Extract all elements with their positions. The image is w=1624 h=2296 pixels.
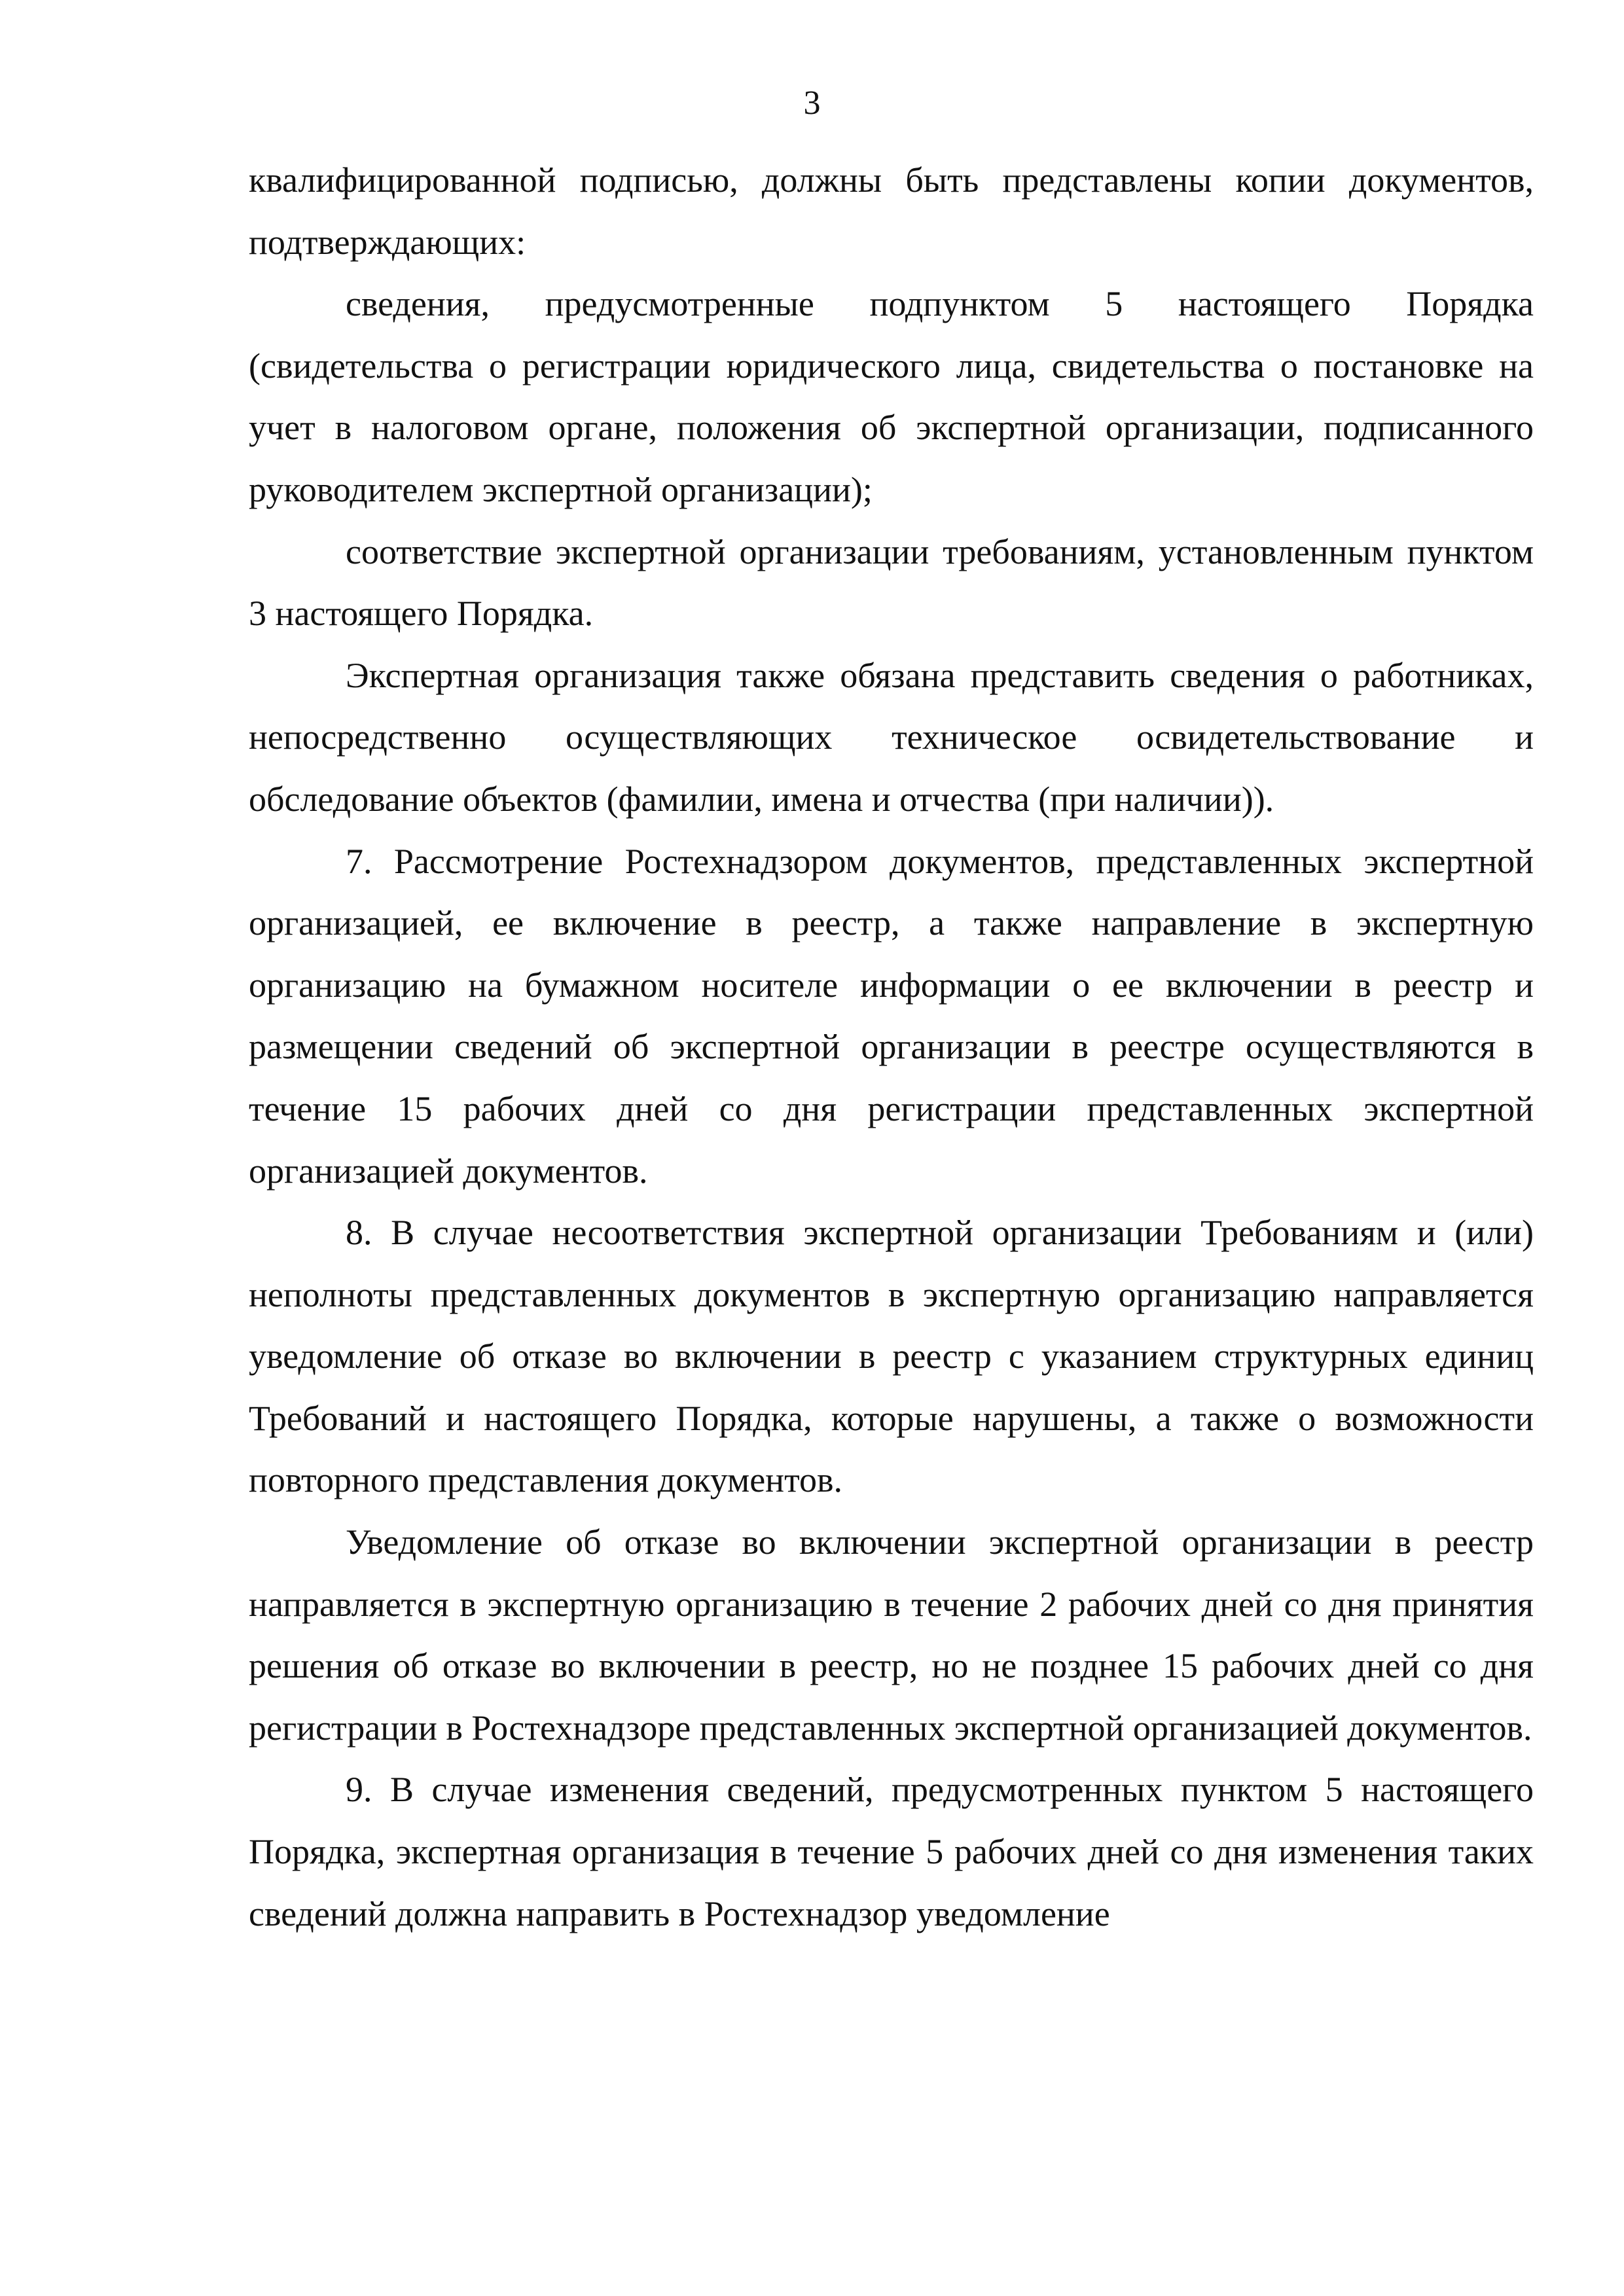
- paragraph-item-8: 8. В случае несоответствия экспертной организации Требованиям и (или) неполноты представленных документов в экспертную организацию направляется уведомление об отказе во включении в реестр с указанием структурных единиц Требований и настоящего Порядка, которые нарушены, а также о возможности повторного представления документов.: [249, 1213, 1534, 1500]
- paragraph-employees-info: Экспертная организация также обязана представить сведения о работниках, непосредственно осуществляющих техническое освидетельствование и обследование объектов (фамилии, имена и отчества (при наличии)).: [249, 655, 1534, 819]
- paragraph-item-7: 7. Рассмотрение Ростехнадзором документов, представленных экспертной организацией, ее включение в реестр, а также направление в экспертную организацию на бумажном носителе информации о ее включении в реестр и размещении сведений об экспертной организации в реестре осуществляются в течение 15 рабочих дней со дня регистрации представленных экспертной организацией документов.: [249, 841, 1534, 1191]
- paragraph-refusal-notice: Уведомление об отказе во включении экспертной организации в реестр направляется в экспертную организацию в течение 2 рабочих дней со дня принятия решения об отказе во включении в реестр, но не позднее 15 рабочих дней со дня регистрации в Ростехнадзоре представленных экспертной организацией документов.: [249, 1522, 1534, 1748]
- page-number: 3: [803, 84, 821, 122]
- paragraph-info-items: сведения, предусмотренные подпунктом 5 настоящего Порядка (свидетельства о регистрации юридического лица, свидетельства о постановке на учет в налоговом органе, положения об экспертной организации, подписанного руководителем экспертной организации);: [249, 284, 1534, 509]
- paragraph-continuation: квалифицированной подписью, должны быть представлены копии документов, подтверждающих:: [249, 160, 1534, 262]
- paragraph-item-9: 9. В случае изменения сведений, предусмотренных пунктом 5 настоящего Порядка, экспертная организация в течение 5 рабочих дней со дня изменения таких сведений должна направить в Ростехнадзор уведомление: [249, 1770, 1534, 1933]
- paragraph-compliance: соответствие экспертной организации требованиям, установленным пунктом 3 настоящего Порядка.: [249, 531, 1534, 634]
- document-body: [249, 149, 1534, 1945]
